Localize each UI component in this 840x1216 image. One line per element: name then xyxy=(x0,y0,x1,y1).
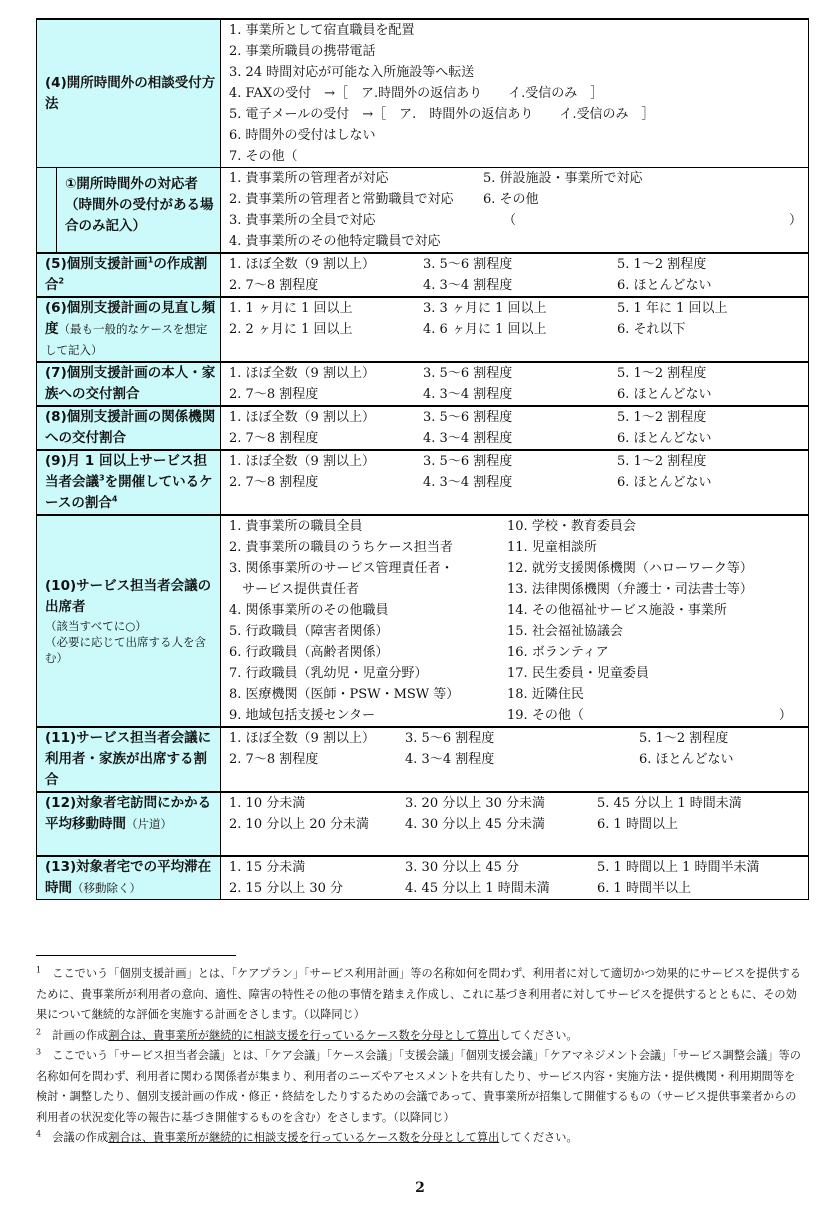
q10-option-6[interactable]: 6. 行政職員（高齢者関係） xyxy=(229,645,389,660)
q4-row xyxy=(37,19,809,168)
q4-options xyxy=(221,19,809,168)
q7-option-6[interactable]: 6. ほとんどない xyxy=(617,387,712,402)
q8-option-3[interactable]: 3. 5～6 割程度 xyxy=(423,410,513,425)
footnote-1 xyxy=(36,964,806,1026)
footnote-2-post: してください。 xyxy=(499,1028,578,1042)
q4-sub-option-5[interactable]: 5. 併設施設・事業所で対応 xyxy=(483,171,643,186)
q4-sub-title-text: ①開所時間外の対応者（時間外の受付がある場合のみ記入） xyxy=(65,176,214,234)
q9-option-6[interactable]: 6. ほとんどない xyxy=(617,475,712,490)
q4-sub-option-1[interactable]: 1. 貴事業所の管理者が対応 xyxy=(229,171,389,186)
q6-title xyxy=(37,297,221,362)
q13-option-3[interactable]: 3. 30 分以上 45 分 xyxy=(405,860,520,875)
q8-title xyxy=(37,406,221,450)
q8-option-6[interactable]: 6. ほとんどない xyxy=(617,431,712,446)
q4-option-6[interactable]: 6. 時間外の受付はしない xyxy=(229,128,376,143)
q12-title-text: (12)対象者宅訪問にかかる平均移動時間 xyxy=(45,795,212,832)
q4-title xyxy=(37,19,221,168)
q5-options xyxy=(221,253,809,297)
q7-options xyxy=(221,362,809,406)
q5-option-5[interactable]: 5. 1～2 割程度 xyxy=(617,257,707,272)
q10-note-include: （必要に応じて出席する人を含む） xyxy=(45,635,206,665)
q10-option-19[interactable]: 19. その他（ ） xyxy=(507,708,792,723)
q11-option-2[interactable]: 2. 7～8 割程度 xyxy=(229,752,319,767)
footnote-4-post: してください。 xyxy=(499,1131,578,1144)
q4-option-7[interactable]: 7. その他（ xyxy=(229,149,298,164)
footnote-4-number: 4 xyxy=(36,1129,42,1139)
footnote-3-number: 3 xyxy=(36,1047,42,1057)
q10-option-9[interactable]: 9. 地域包括支援センター xyxy=(229,708,376,723)
q10-option-11[interactable]: 11. 児童相談所 xyxy=(507,540,597,555)
q10-title xyxy=(37,515,221,727)
q5-title-b: の作成割合 xyxy=(45,256,208,293)
survey-table xyxy=(36,18,809,900)
footnote-1-number: 1 xyxy=(36,965,42,975)
q8-row xyxy=(37,406,809,450)
q5-option-3[interactable]: 3. 5～6 割程度 xyxy=(423,257,513,272)
q11-option-6[interactable]: 6. ほとんどない xyxy=(639,752,734,767)
footnote-4-pre: 会議の作成 xyxy=(52,1131,109,1144)
q9-title xyxy=(37,450,221,515)
q9-option-1[interactable]: 1. ほぼ全数（9 割以上） xyxy=(229,454,375,469)
q10-note-all: （該当すべてに○） xyxy=(45,619,147,633)
q6-title-text: (6)個別支援計画の見直し頻度 xyxy=(45,300,216,337)
footnote-2 xyxy=(36,1026,806,1047)
footnote-3-text: ここでいう「サービス担当者会議」とは、「ケア会議」「ケース会議」「支援会議」「個別支援会議」「ケアマネジメント会議」「サービス調整会議」等の名称如何を問わず、利用者に関わる関係者が集まり、利用者のニーズやアセスメントを共有したり、サービス内容・実施方法・提供機関・利用期間等を検討・調整したり、個別支援計画の作成・修正・終結をしたりするための会議であって、貴事業所が招集して開催するもの（サービス提供事業者からの利用者の状況変化等の報告に基づき開催するものを含む）をさします。（以降同じ） xyxy=(36,1049,801,1124)
q6-options xyxy=(221,297,809,362)
q9-title-b: を開催しているケースの割合 xyxy=(45,474,213,511)
q6-option-3[interactable]: 3. 3 ヶ月に 1 回以上 xyxy=(423,301,547,316)
q6-option-2[interactable]: 2. 2 ヶ月に 1 回以上 xyxy=(229,322,353,337)
q13-title-note: （移動除く） xyxy=(72,881,141,895)
q13-option-2[interactable]: 2. 15 分以上 30 分 xyxy=(229,881,344,896)
q12-options xyxy=(221,792,809,856)
q6-title-note: （最も一般的なケースを想定して記入） xyxy=(45,322,208,357)
q10-option-15[interactable]: 15. 社会福祉協議会 xyxy=(507,624,623,639)
q5-option-2[interactable]: 2. 7～8 割程度 xyxy=(229,278,319,293)
q5-option-6[interactable]: 6. ほとんどない xyxy=(617,278,712,293)
q13-row xyxy=(37,856,809,900)
q12-option-6[interactable]: 6. 1 時間以上 xyxy=(597,817,678,832)
q10-option-3[interactable]: 3. 関係事業所のサービス管理責任者・ xyxy=(229,561,454,576)
q10-option-5[interactable]: 5. 行政職員（障害者関係） xyxy=(229,624,389,639)
q9-option-5[interactable]: 5. 1～2 割程度 xyxy=(617,454,707,469)
footnote-3 xyxy=(36,1046,806,1128)
q10-row xyxy=(37,515,809,727)
q9-option-2[interactable]: 2. 7～8 割程度 xyxy=(229,475,319,490)
footnote-1-text: ここでいう「個別支援計画」とは、「ケアプラン」「サービス利用計画」等の名称如何を問わず、利用者に対して適切かつ効果的にサービスを提供するために、貴事業所が利用者の意向、適性、障害の特性その他の事情を踏まえ作成し、これに基づき利用者に対してサービスを提供するとともに、その効果について継続的な評価を実施する計画をさします。（以降同じ） xyxy=(36,967,801,1021)
q6-option-4[interactable]: 4. 6 ヶ月に 1 回以上 xyxy=(423,322,547,337)
q4-sub-indent xyxy=(37,168,57,254)
q8-option-4[interactable]: 4. 3～4 割程度 xyxy=(423,431,513,446)
q9-options xyxy=(221,450,809,515)
q6-row xyxy=(37,297,809,362)
q12-option-4[interactable]: 4. 30 分以上 45 分未満 xyxy=(405,817,546,832)
footnote-2-number: 2 xyxy=(36,1026,42,1036)
q10-option-1[interactable]: 1. 貴事業所の職員全員 xyxy=(229,519,363,534)
q8-options xyxy=(221,406,809,450)
q11-row xyxy=(37,727,809,792)
q9-title-a: (9)月 1 回以上サービス担当者会議 xyxy=(45,453,208,490)
q4-option-4[interactable]: 4. FAXの受付 →［ ア.時間外の返信あり イ.受信のみ ］ xyxy=(229,86,604,101)
q5-title xyxy=(37,253,221,297)
q12-option-3[interactable]: 3. 20 分以上 30 分未満 xyxy=(405,796,546,811)
q9-footnote-ref-3: 3 xyxy=(99,473,105,483)
q10-option-7[interactable]: 7. 行政職員（乳幼児・児童分野） xyxy=(229,666,428,681)
q10-option-18[interactable]: 18. 近隣住民 xyxy=(507,687,584,702)
q6-option-6[interactable]: 6. それ以下 xyxy=(617,322,686,337)
q11-option-4[interactable]: 4. 3～4 割程度 xyxy=(405,752,495,767)
footnotes xyxy=(36,964,806,1149)
q12-option-1[interactable]: 1. 10 分未満 xyxy=(229,796,306,811)
q4-sub-option-2[interactable]: 2. 貴事業所の管理者と常勤職員で対応 xyxy=(229,192,454,207)
q13-title-text: (13)対象者宅での平均滞在時間 xyxy=(45,859,212,896)
footnote-rule xyxy=(36,955,236,956)
q7-row xyxy=(37,362,809,406)
q13-option-1[interactable]: 1. 15 分未満 xyxy=(229,860,306,875)
q12-row xyxy=(37,792,809,856)
q10-option-8[interactable]: 8. 医療機関（医師・PSW・MSW 等） xyxy=(229,687,460,702)
q8-option-5[interactable]: 5. 1～2 割程度 xyxy=(617,410,707,425)
q4-option-5[interactable]: 5. 電子メールの受付 →［ ア. 時間外の返信あり イ.受信のみ ］ xyxy=(229,107,655,122)
q4-sub-row xyxy=(37,168,809,254)
q10-title-text: (10)サービス担当者会議の出席者 xyxy=(45,578,212,615)
q5-row xyxy=(37,253,809,297)
q7-option-1[interactable]: 1. ほぼ全数（9 割以上） xyxy=(229,366,375,381)
q4-sub-option-6-blank[interactable]: （ ） xyxy=(503,213,803,228)
q10-option-13[interactable]: 13. 法律関係機関（弁護士・司法書士等） xyxy=(507,582,753,597)
q5-option-1[interactable]: 1. ほぼ全数（9 割以上） xyxy=(229,257,375,272)
q4-option-1[interactable]: 1. 事業所として宿直職員を配置 xyxy=(229,23,415,38)
q10-option-17[interactable]: 17. 民生委員・児童委員 xyxy=(507,666,649,681)
q4-sub-option-4[interactable]: 4. 貴事業所のその他特定職員で対応 xyxy=(229,234,441,249)
q7-option-4[interactable]: 4. 3～4 割程度 xyxy=(423,387,513,402)
q13-options xyxy=(221,856,809,900)
q8-title-text: (8)個別支援計画の関係機関への交付割合 xyxy=(45,409,216,446)
q6-option-1[interactable]: 1. 1 ヶ月に 1 回以上 xyxy=(229,301,353,316)
q9-row xyxy=(37,450,809,515)
q13-title xyxy=(37,856,221,900)
q10-option-12[interactable]: 12. 就労支援関係機関（ハローワーク等） xyxy=(507,561,753,576)
q9-option-4[interactable]: 4. 3～4 割程度 xyxy=(423,475,513,490)
q11-title-text: (11)サービス担当者会議に利用者・家族が出席する割合 xyxy=(45,730,212,788)
q10-option-4[interactable]: 4. 関係事業所のその他職員 xyxy=(229,603,389,618)
q4-sub-option-3[interactable]: 3. 貴事業所の全員で対応 xyxy=(229,213,376,228)
q12-title xyxy=(37,792,221,856)
footnote-4-underlined: 割合は、貴事業所が継続的に相談支援を行っているケース数を分母として算出 xyxy=(108,1131,500,1144)
q4-sub-option-6[interactable]: 6. その他 xyxy=(483,192,539,207)
q10-option-14[interactable]: 14. その他福祉サービス施設・事業所 xyxy=(507,603,727,618)
q13-option-4[interactable]: 4. 45 分以上 1 時間未満 xyxy=(405,881,550,896)
footnote-2-underlined: 割合は、貴事業所が継続的に相談支援を行っているケース数を分母として算出 xyxy=(108,1028,500,1042)
q8-option-2[interactable]: 2. 7～8 割程度 xyxy=(229,431,319,446)
q11-option-3[interactable]: 3. 5～6 割程度 xyxy=(405,731,495,746)
q7-option-3[interactable]: 3. 5～6 割程度 xyxy=(423,366,513,381)
q9-option-3[interactable]: 3. 5～6 割程度 xyxy=(423,454,513,469)
q4-option-2[interactable]: 2. 事業所職員の携帯電話 xyxy=(229,44,376,59)
q5-title-a: (5)個別支援計画 xyxy=(45,256,148,272)
q10-option-3-cont: サービス提供責任者 xyxy=(229,582,360,597)
q10-options xyxy=(221,515,809,727)
page-number: 2 xyxy=(415,1180,425,1196)
q13-option-6[interactable]: 6. 1 時間半以上 xyxy=(597,881,691,896)
q13-option-5[interactable]: 5. 1 時間以上 1 時間半未満 xyxy=(597,860,760,875)
q7-option-2[interactable]: 2. 7～8 割程度 xyxy=(229,387,319,402)
q4-sub-options xyxy=(221,168,809,254)
q12-title-note: （片道） xyxy=(126,817,172,831)
q4-option-3[interactable]: 3. 24 時間対応が可能な入所施設等へ転送 xyxy=(229,65,475,80)
q7-title xyxy=(37,362,221,406)
q5-footnote-ref-2: 2 xyxy=(58,276,65,286)
q7-option-5[interactable]: 5. 1～2 割程度 xyxy=(617,366,707,381)
q10-option-10[interactable]: 10. 学校・教育委員会 xyxy=(507,519,636,534)
q4-sub-title xyxy=(57,168,221,254)
q11-option-5[interactable]: 5. 1～2 割程度 xyxy=(639,731,729,746)
q10-option-16[interactable]: 16. ボランティア xyxy=(507,645,609,660)
q4-title-text: (4)開所時間外の相談受付方法 xyxy=(45,74,216,112)
q11-option-1[interactable]: 1. ほぼ全数（9 割以上） xyxy=(229,731,375,746)
q5-option-4[interactable]: 4. 3～4 割程度 xyxy=(423,278,513,293)
footnote-4 xyxy=(36,1128,806,1149)
q11-title xyxy=(37,727,221,792)
q5-footnote-ref-1: 1 xyxy=(147,255,154,265)
q6-option-5[interactable]: 5. 1 年に 1 回以上 xyxy=(617,301,728,316)
q8-option-1[interactable]: 1. ほぼ全数（9 割以上） xyxy=(229,410,375,425)
q7-title-text: (7)個別支援計画の本人・家族への交付割合 xyxy=(45,365,216,402)
q12-option-5[interactable]: 5. 45 分以上 1 時間未満 xyxy=(597,796,742,811)
q11-options xyxy=(221,727,809,792)
q10-option-2[interactable]: 2. 貴事業所の職員のうちケース担当者 xyxy=(229,540,453,555)
q12-option-2[interactable]: 2. 10 分以上 20 分未満 xyxy=(229,817,370,832)
footnote-2-pre: 計画の作成 xyxy=(52,1028,109,1042)
q9-footnote-ref-4: 4 xyxy=(111,494,118,504)
